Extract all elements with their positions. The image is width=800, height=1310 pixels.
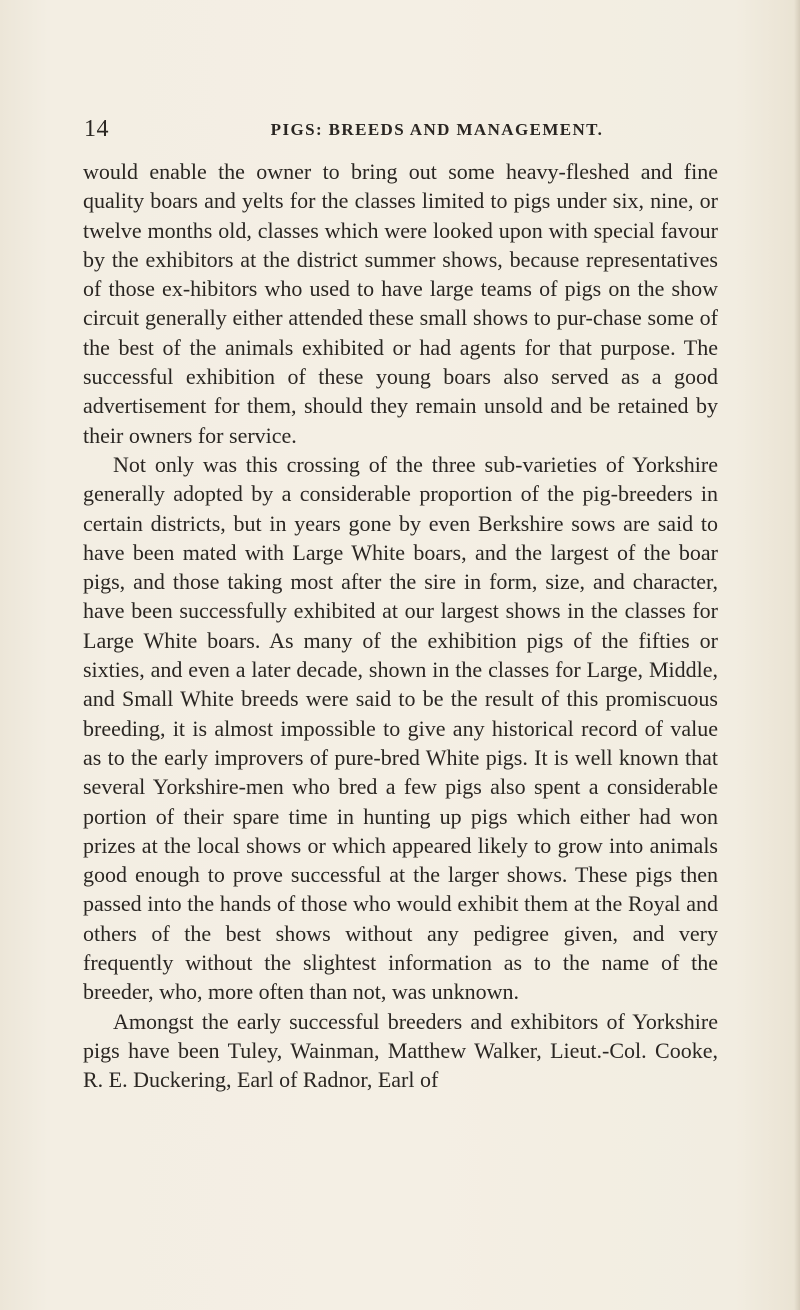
page-edge-shadow xyxy=(794,0,800,1310)
paragraph-1: would enable the owner to bring out some heavy-fleshed and fine quality boars and yelts for the classes limited to pigs under six, nine, or twelve months old, classes which were looked upon with special favour by the exhibitors at the district summer shows, because representatives of those ex-hibitors who used to have large teams of pigs on the show circuit generally either attended these small shows to pur-chase some of the best of the animals exhibited or had agents for that purpose. The successful exhibition of these young boars also served as a good advertisement for them, should they remain unsold and be retained by their owners for service. xyxy=(83,159,718,448)
page-number: 14 xyxy=(84,116,109,142)
body-text xyxy=(83,157,718,1095)
paragraph-3: Amongst the early successful breeders and exhibitors of Yorkshire pigs have been Tuley, Wainman, Matthew Walker, Lieut.-Col. Cooke, R. E. Duckering, Earl of Radnor, Earl of xyxy=(83,1008,718,1093)
paragraph-2: Not only was this crossing of the three sub-varieties of Yorkshire generally adopted by a considerable proportion of the pig-breeders in certain districts, but in years gone by even Berkshire sows are said to have been mated with Large White boars, and the largest of the boar pigs, and those taking most after the sire in form, size, and character, have been successfully exhibited at our largest shows in the classes for Large White boars. As many of the exhibition pigs of the fifties or sixties, and even a later decade, shown in the classes for Large, Middle, and Small White breeds were said to be the result of this promiscuous breeding, it is almost impossible to give any historical record of value as to the early improvers of pure-bred White pigs. It is well known that several Yorkshire-men who bred a few pigs also spent a considerable portion of their spare time in hunting up pigs which either had won prizes at the local shows or which appeared likely to grow into animals good enough to prove successful at the larger shows. These pigs then passed into the hands of those who would exhibit them at the Royal and others of the best shows without any pedigree given, and very frequently without the slightest information as to the name of the breeder, who, more often than not, was unknown. xyxy=(83,451,718,1005)
running-title: PIGS: BREEDS AND MANAGEMENT. xyxy=(270,120,604,139)
running-head xyxy=(84,114,726,144)
